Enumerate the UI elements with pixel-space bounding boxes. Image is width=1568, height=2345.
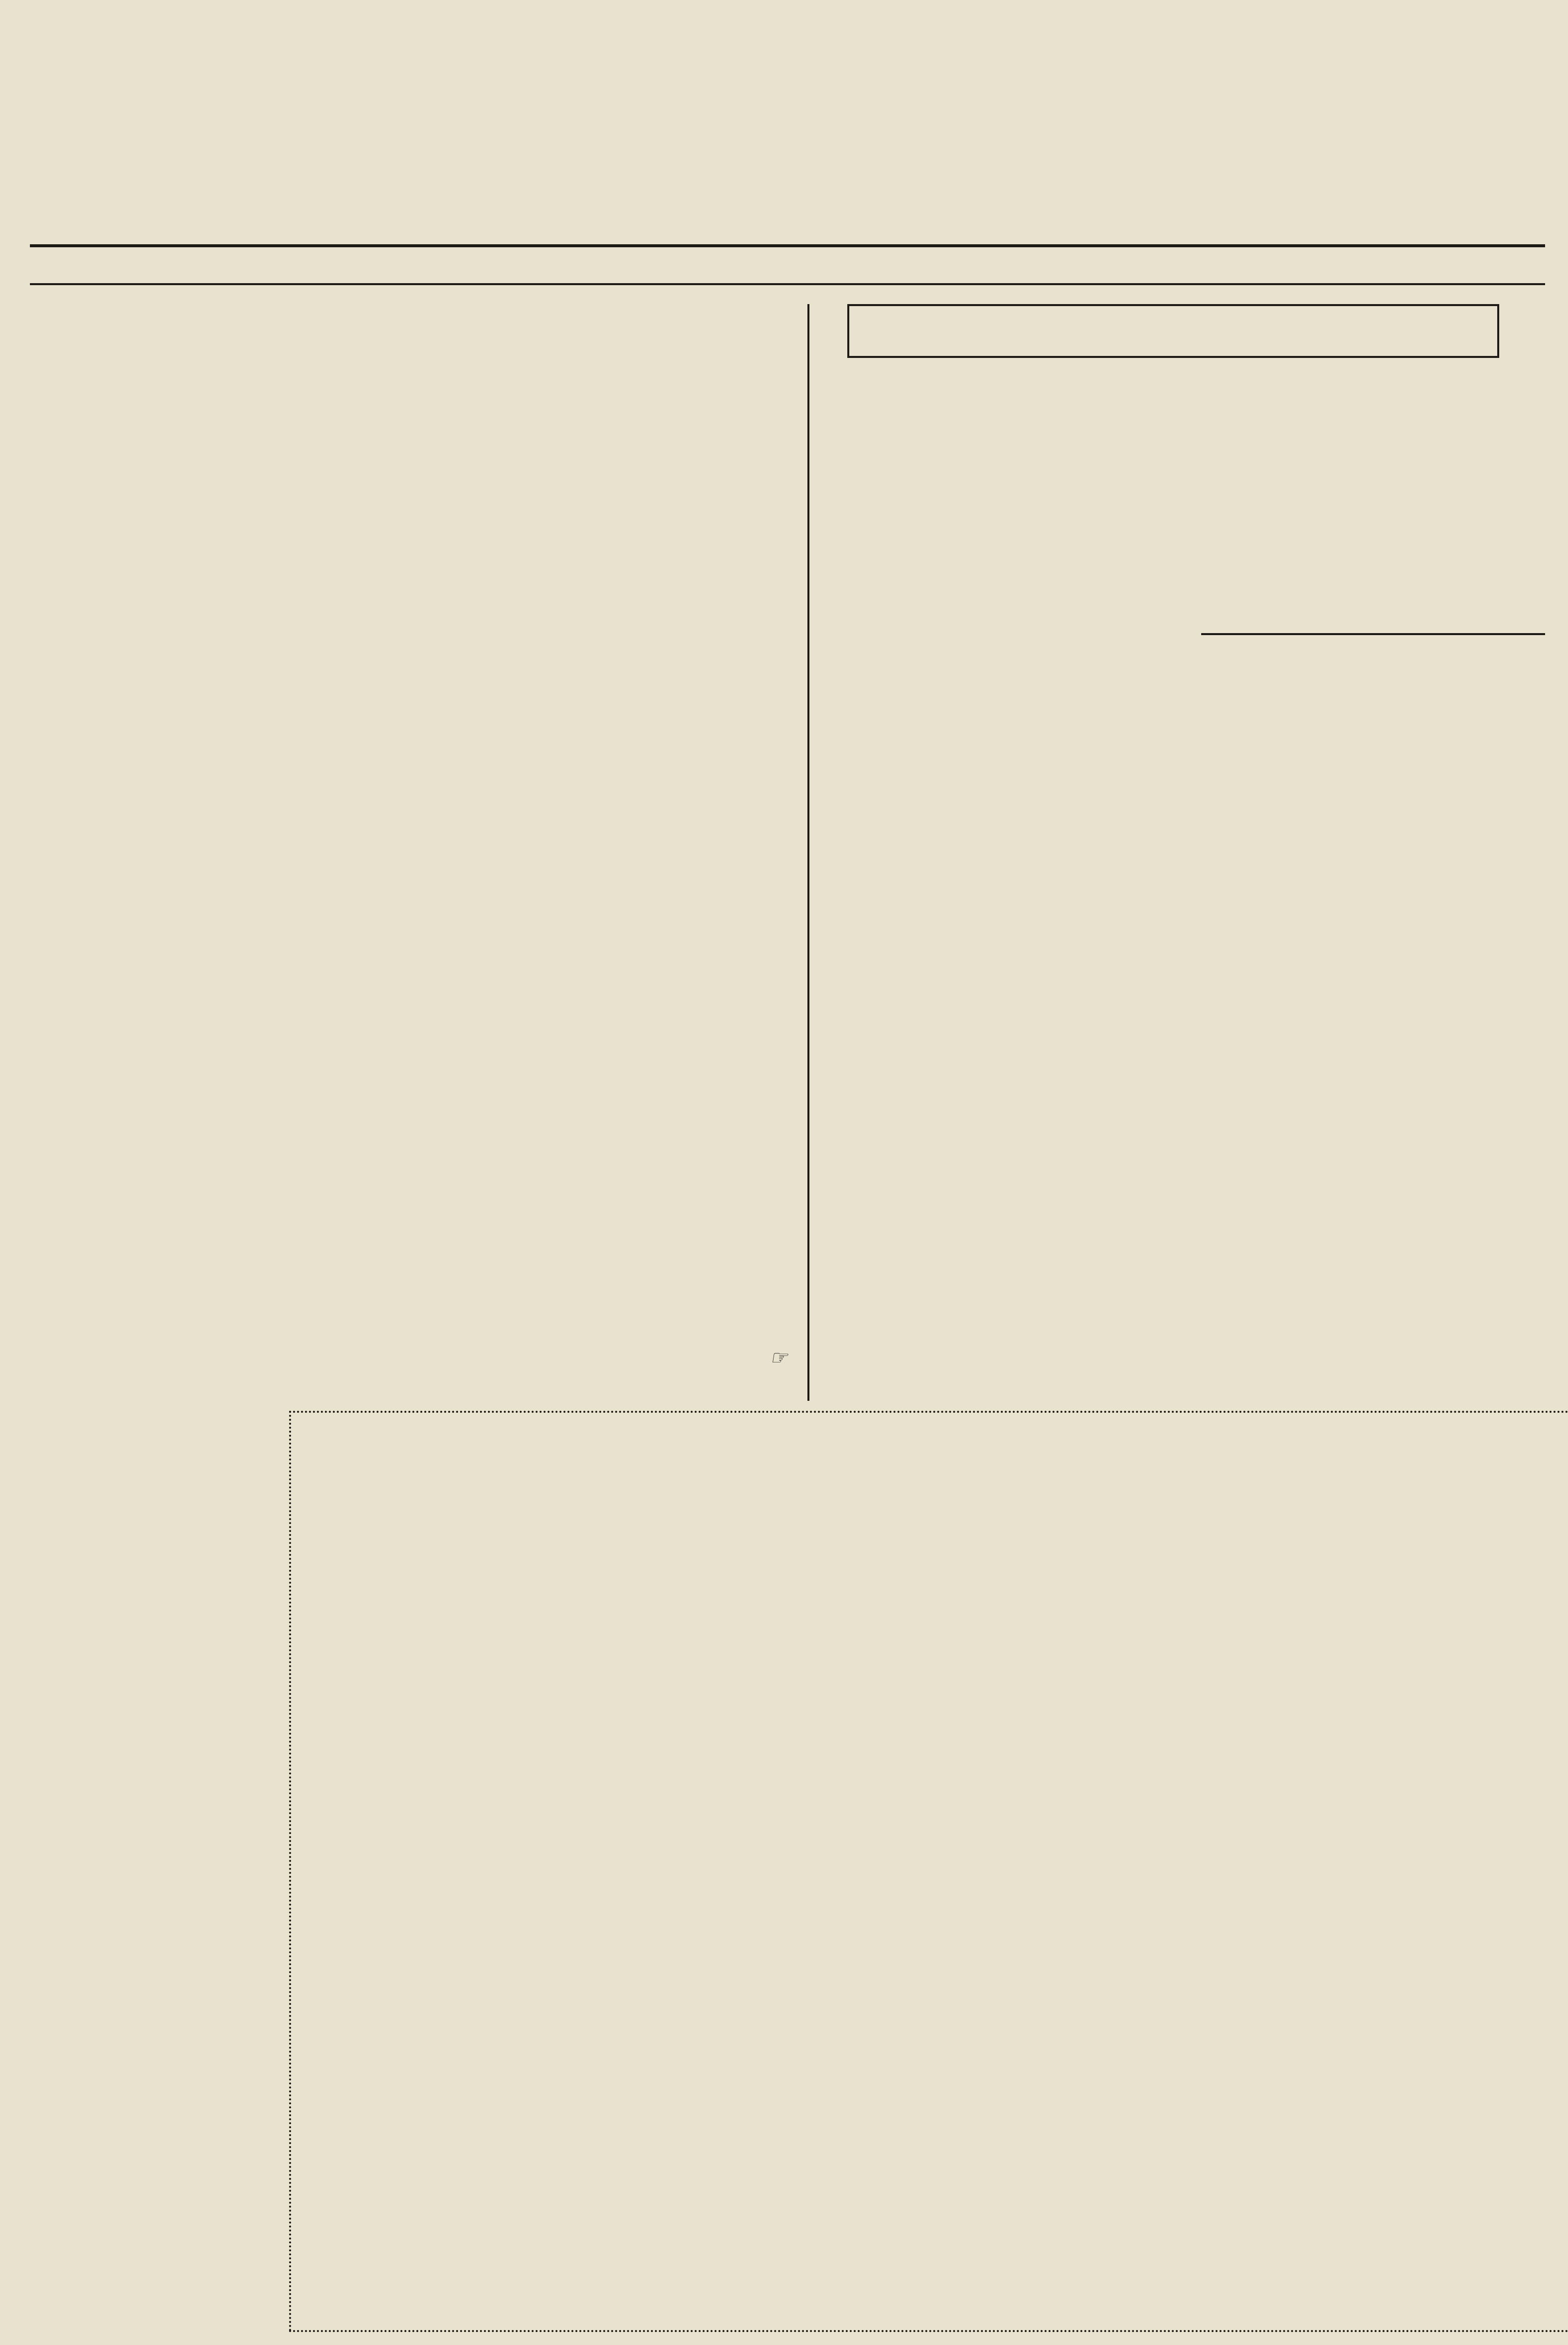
pointing-hand-icon: ☞ [770, 1346, 787, 1369]
mayor-kicker-box [847, 304, 1499, 358]
masthead-rule-top [30, 244, 1545, 247]
bank-column-3 [553, 429, 783, 1341]
masthead-rule-bottom [30, 283, 1545, 285]
newspaper-title [349, 15, 1097, 184]
theatre-intro [319, 1436, 628, 1585]
bank-continued-note [598, 1346, 787, 1369]
mayor-column-2 [1201, 499, 1545, 628]
mayor-column-1 [817, 494, 1176, 1401]
column-divider [807, 304, 809, 1401]
bank-column-1 [40, 429, 264, 2333]
streets-rule [1201, 633, 1545, 635]
bank-column-2 [299, 429, 523, 1391]
streets-column [1201, 748, 1545, 1321]
